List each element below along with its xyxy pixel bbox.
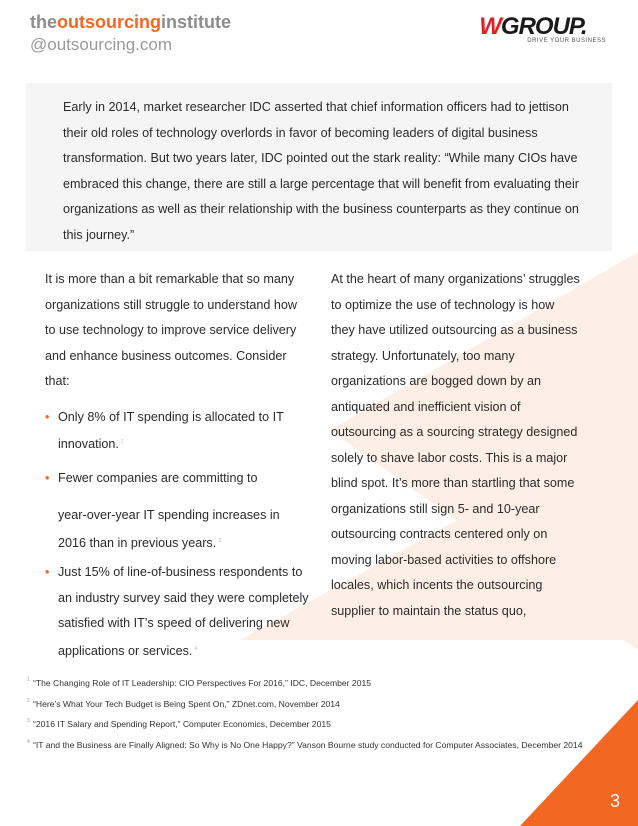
bullet-item: • Just 15% of line-of-business respondents to an industry survey said they were completely satisfied with IT’s speed of delivering new applications or services. $^4$ xyxy=(45,560,310,664)
left-lead: It is more than a bit remarkable that so many organizations still struggle to understand how to use technology to improve service delivery and enhance business outcomes. Consider that: xyxy=(45,272,298,388)
intro-text: Early in 2014, market researcher IDC asserted that chief information officers had to jettison their old roles of technology overlords in favor of becoming leaders of digital business transformation. But two years later, IDC pointed out the stark reality: “While many CIOs have embraced this change, there are still a large percentage that will benefit from evaluating their organizations as well as their relationship with the business counterparts as they continue on this journey.” xyxy=(63,100,579,242)
brand-tagline: DRIVE YOUR BUSINESS xyxy=(527,38,606,44)
wgroup-logo: WGROUP. DRIVE YOUR BUSINESS xyxy=(479,13,606,44)
footnote: 2 “Here’s What Your Tech Budget is Being Spent On,” ZDnet.com, November 2014 xyxy=(27,697,340,709)
footnote-ref: 4 xyxy=(194,645,198,652)
footnote: 1 “The Changing Role of IT Leadership: CIO Perspectives For 2016,” IDC, December 2015 xyxy=(27,677,372,688)
left-column xyxy=(45,267,310,665)
outsourcing-institute-logo: theoutsourcinginstitute xyxy=(30,12,231,32)
footnote-ref: 2 xyxy=(120,439,124,445)
site-handle: @outsourcing.com xyxy=(30,35,172,54)
footnotes xyxy=(28,673,588,755)
footnote: 4 “IT and the Business are Finally Aligned: So Why is No One Happy?” Vanson Bourne study conducted for Computer Associates, December 2014 xyxy=(27,738,583,750)
right-column xyxy=(331,267,581,624)
right-text: At the heart of many organizations’ struggles to optimize the use of technology is how they have utilized outsourcing as a business strategy. Unfortunately, too many organizations are bogged down by an antiquated and inefficient vision of outsourcing as a sourcing strategy designed solely to shave labor costs. This is a major blind spot. It’s more than startling that some organizations still sign 5- and 10-year outsourcing contracts centered only on moving labor-based activities to offshore locales, which incents the outsourcing supplier to maintain the status quo, xyxy=(331,272,580,618)
bullet-item: • Only 8% of IT spending is allocated to IT innovation. $^2$ xyxy=(45,405,310,458)
page-number: 3 xyxy=(609,791,620,811)
intro-box xyxy=(26,83,612,251)
footnote: 3 “2016 IT Salary and Spending Report,” Computer Economics, December 2015 xyxy=(27,718,331,729)
footnote-ref: 3 xyxy=(218,537,222,544)
bullet-item: • Fewer companies are committing to year-over-year IT spending increases in 2016 than in previous years. $^3$ xyxy=(45,466,310,557)
